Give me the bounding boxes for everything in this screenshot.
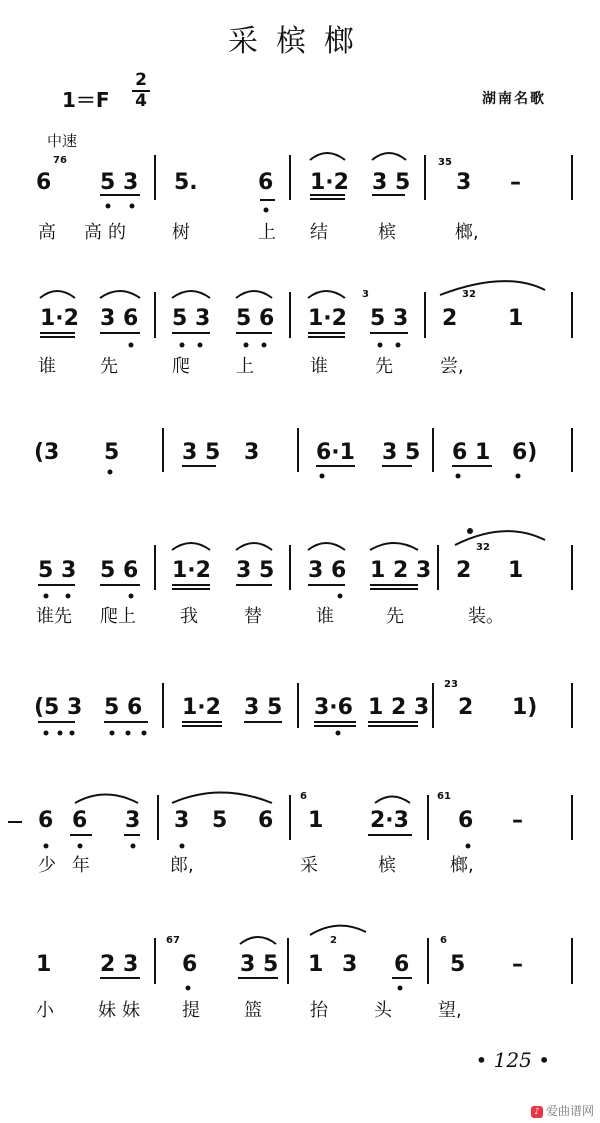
lyric: 先 (100, 356, 118, 377)
attribution: 湖南名歌 (482, 91, 546, 107)
grace-notes: 32 (462, 289, 476, 300)
sustain-dash: – (512, 952, 523, 977)
note: 3 (456, 170, 472, 195)
note: 3 (244, 440, 260, 465)
note: (5 3 (34, 695, 83, 720)
system-5-dots (44, 731, 341, 736)
note: 1·2 (40, 306, 79, 331)
note: 6 (36, 170, 52, 195)
note: 3 5 (182, 440, 221, 465)
note: 3 5 (244, 695, 283, 720)
note: 6 (182, 952, 198, 977)
lyric: 高的 (84, 222, 132, 243)
note: 3 (174, 808, 190, 833)
note: 3 6 (100, 306, 139, 331)
note: 2·3 (370, 808, 409, 833)
note: 1 2 3 (368, 695, 430, 720)
sustain-dash: – (510, 170, 521, 195)
lyric: 采 (300, 855, 318, 876)
note: 6 (72, 808, 88, 833)
note: 1 (508, 558, 524, 583)
time-top: 2 (135, 70, 147, 90)
note: 5 (104, 440, 120, 465)
note: 1 (308, 808, 324, 833)
note: 1 (508, 306, 524, 331)
song-title: 采槟榔 (228, 24, 372, 59)
grace-notes: 35 (438, 157, 452, 168)
slur (372, 153, 406, 160)
grace-notes: 61 (437, 791, 451, 802)
watermark-logo-icon: ♪ (531, 1106, 543, 1118)
note: 6·1 (316, 440, 355, 465)
note: 5 (450, 952, 466, 977)
note: 6 (38, 808, 54, 833)
grace-notes: 32 (476, 542, 490, 553)
note: (3 (34, 440, 60, 465)
lyric: 尝, (440, 356, 464, 377)
note: 2 (442, 306, 458, 331)
watermark (531, 1102, 594, 1119)
key-signature: 1＝F (62, 88, 110, 112)
note: 6 (258, 808, 274, 833)
system-1-dots (106, 204, 269, 213)
lyric: 谁先 (36, 606, 72, 627)
lyric: 榔, (455, 222, 479, 243)
lyric: 篮 (244, 1000, 262, 1021)
lyric: 抬 (310, 1000, 328, 1021)
grace-notes: 67 (166, 935, 180, 946)
system-2-dots (129, 343, 401, 348)
note: 6 1 (452, 440, 491, 465)
grace-notes: 76 (53, 155, 67, 166)
system-7-dots (186, 986, 403, 991)
note: 1·2 (172, 558, 211, 583)
note: 3 5 (372, 170, 411, 195)
time-bottom: 4 (135, 91, 147, 111)
lyric: 先 (375, 356, 393, 377)
lyric: 谁 (316, 606, 334, 627)
lyric: 爬上 (100, 606, 136, 627)
watermark-text: 爱曲谱网 (545, 1104, 594, 1118)
note: 2 (456, 558, 472, 583)
system-6-dots (44, 844, 471, 849)
note: 1) (512, 695, 538, 720)
lyric: 提 (182, 1000, 200, 1021)
lyric: 装。 (468, 606, 504, 627)
note: 1·2 (310, 170, 349, 195)
lyric: 先 (386, 606, 404, 627)
note: 5 3 (172, 306, 211, 331)
grace-notes: 2 (330, 935, 337, 946)
lyric: 头 (374, 1000, 392, 1021)
lyric: 郎, (170, 855, 194, 876)
note: 3 5 (236, 558, 275, 583)
note: 3 6 (308, 558, 347, 583)
note: 5 6 (100, 558, 139, 583)
note: 2 3 (100, 952, 139, 977)
lyric: 爬 (172, 356, 190, 377)
note: 3 5 (382, 440, 421, 465)
lyric: 槟 (378, 855, 396, 876)
lyric: 树 (172, 222, 190, 243)
note: 5 3 (100, 170, 139, 195)
note: 1·2 (182, 695, 221, 720)
note: 1 (308, 952, 324, 977)
lyric: 望, (438, 1000, 462, 1021)
system-6-lines (8, 793, 572, 841)
lyric: 小 (36, 1000, 54, 1021)
page-number: • 125 • (475, 1048, 550, 1072)
tempo-marking: 中速 (47, 132, 78, 150)
note: 3 (342, 952, 358, 977)
note: 5 6 (104, 695, 143, 720)
lyric: 妹 (98, 1000, 116, 1021)
lyric: 年 (72, 855, 90, 876)
note: 6 (458, 808, 474, 833)
grace-notes: 3 (362, 289, 369, 300)
lyric: 高 (38, 222, 56, 243)
lyric: 替 (244, 606, 262, 627)
note: 3 5 (240, 952, 279, 977)
lyric: 谁 (38, 356, 56, 377)
note: 6 (394, 952, 410, 977)
grace-notes: 23 (444, 679, 458, 690)
system-3-dots (108, 470, 521, 479)
note: 5. (174, 170, 198, 195)
lyric: 谁 (310, 356, 328, 377)
note: 1 (36, 952, 52, 977)
note: 5 6 (236, 306, 275, 331)
note: 3 (125, 808, 141, 833)
lyric: 妹 (122, 1000, 140, 1021)
note: 5 3 (38, 558, 77, 583)
lyric: 上 (258, 222, 276, 243)
note: 5 3 (370, 306, 409, 331)
lyric: 上 (236, 356, 254, 377)
note: 2 (458, 695, 474, 720)
note: 5 (212, 808, 228, 833)
grace-notes: 6 (300, 791, 307, 802)
lyric: 少 (38, 855, 56, 876)
slur (310, 153, 345, 160)
note: 1 2 3 (370, 558, 432, 583)
lyric: 结 (310, 222, 328, 243)
grace-notes: 6 (440, 935, 447, 946)
note: 6) (512, 440, 538, 465)
sustain-dash: – (512, 808, 523, 833)
lyric: 我 (180, 606, 198, 627)
lyric: 榔, (450, 855, 474, 876)
note: 6 (258, 170, 274, 195)
note: 1·2 (308, 306, 347, 331)
system-3-lines (163, 428, 572, 472)
note: 3·6 (314, 695, 353, 720)
lyric: 槟 (378, 222, 396, 243)
